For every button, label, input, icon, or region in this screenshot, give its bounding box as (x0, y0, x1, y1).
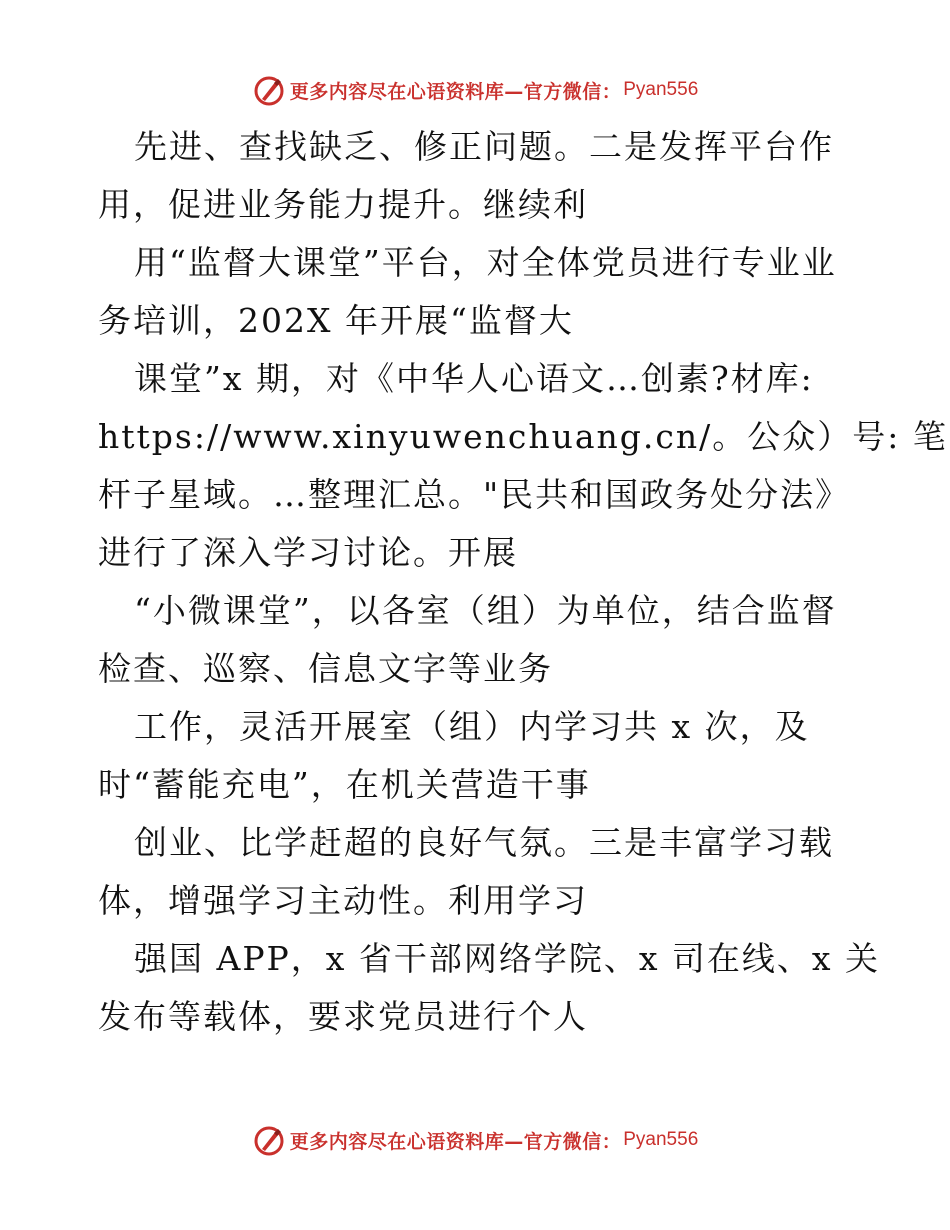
text-line: 先进、查找缺乏、修正问题。二是发挥平台作 (134, 127, 834, 166)
text-line: 发布等载体，要求党员进行个人 (98, 997, 588, 1036)
text-line: https://www.xinyuwenchuang.cn/。公众）号: 笔 (98, 417, 948, 456)
text-line: 务培训，202X 年开展“监督大 (98, 301, 574, 340)
text-line: 杆子星域。…整理汇总。"民共和国政务处分法》 (98, 475, 851, 514)
text-line: 检查、巡察、信息文字等业务 (98, 649, 553, 688)
text-line: 用“监督大课堂”平台，对全体党员进行专业业 (134, 243, 837, 282)
text-line: 用，促进业务能力提升。继续利 (98, 185, 588, 224)
pen-logo-icon (252, 1123, 286, 1157)
banner-wechat-id: Pyan556 (623, 79, 699, 100)
text-line: 时“蓄能充电”，在机关营造干事 (98, 765, 591, 804)
text-line: 课堂”x 期，对《中华人心语文…创素?材库: (134, 359, 814, 398)
text-line: 进行了深入学习讨论。开展 (98, 533, 518, 572)
text-line: 工作，灵活开展室（组）内学习共 x 次，及 (134, 707, 810, 746)
text-line: 强国 APP，x 省干部网络学院、x 司在线、x 关 (134, 939, 881, 978)
footer-banner (0, 1120, 950, 1160)
pen-logo-icon (252, 73, 286, 107)
banner-text: 更多内容尽在心语资料库—官方微信： (289, 1130, 622, 1153)
header-banner (0, 70, 950, 110)
text-line: 创业、比学赶超的良好气氛。三是丰富学习载 (134, 823, 834, 862)
banner-text: 更多内容尽在心语资料库—官方微信： (289, 80, 622, 103)
text-line: “小微课堂”，以各室（组）为单位，结合监督 (134, 591, 837, 630)
document-body (98, 118, 948, 1046)
text-line: 体，增强学习主动性。利用学习 (98, 881, 588, 920)
banner-wechat-id: Pyan556 (623, 1129, 699, 1150)
